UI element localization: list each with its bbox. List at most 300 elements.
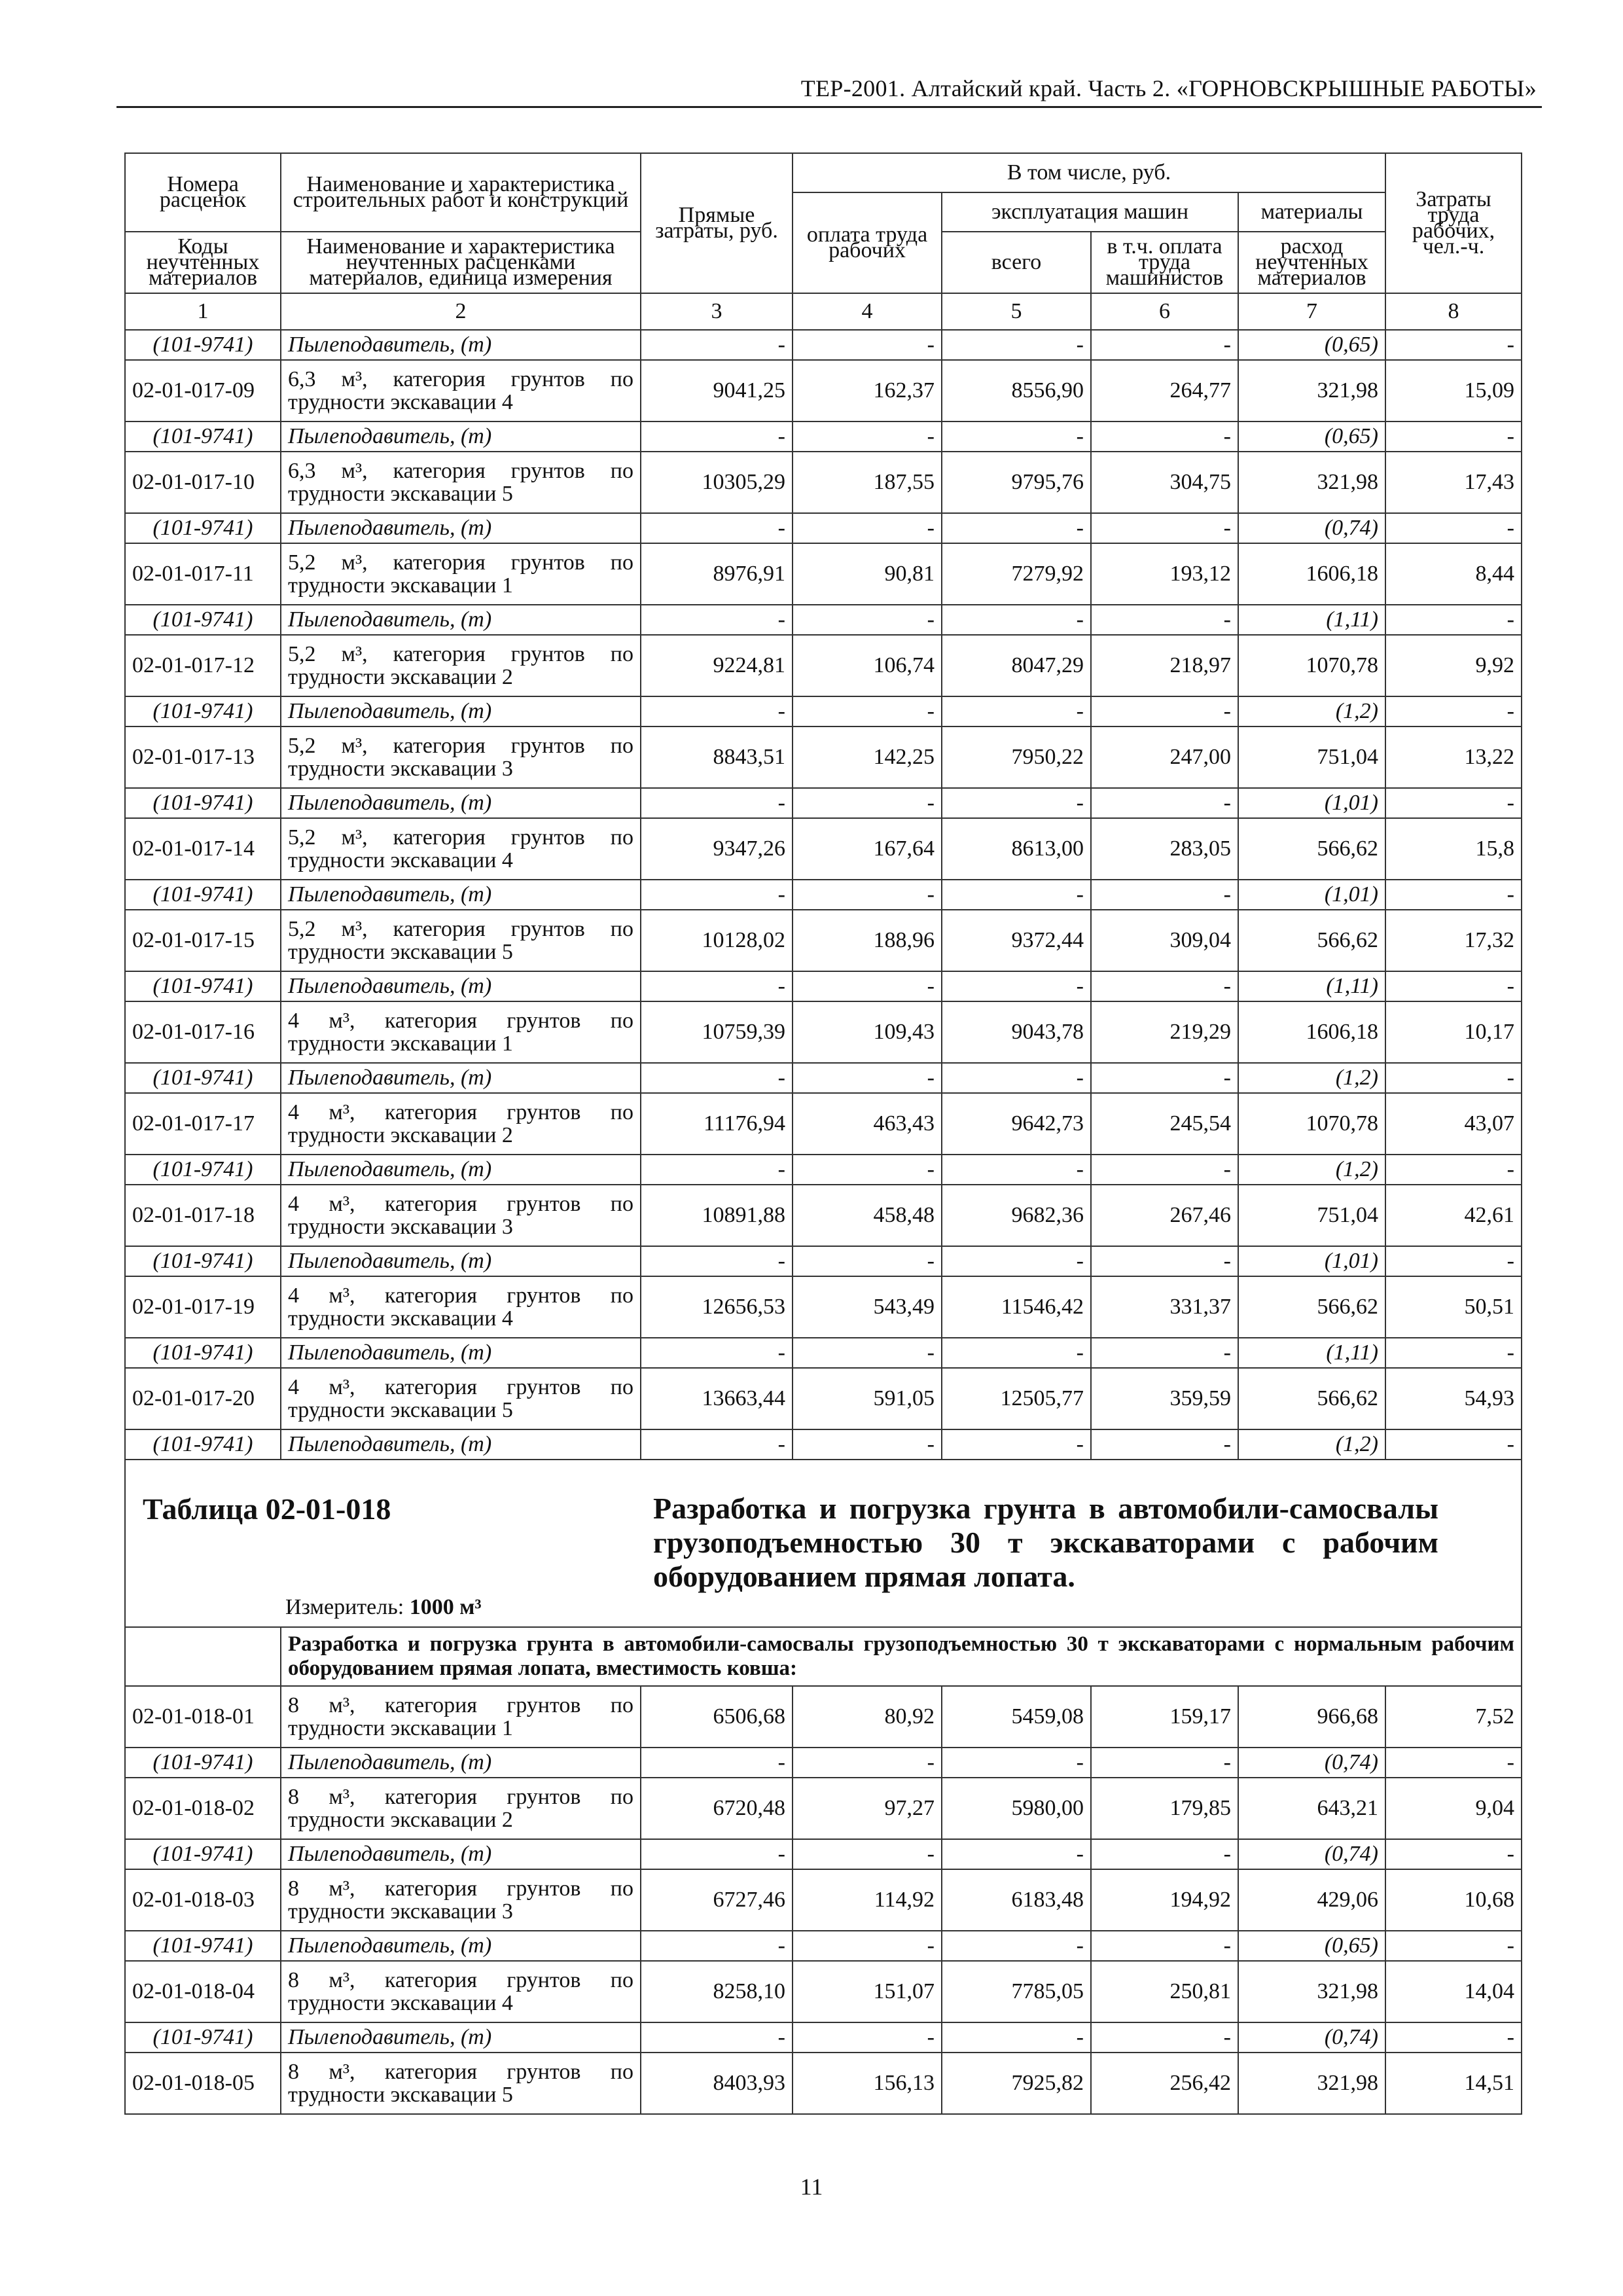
value-d5: 8613,00 [942,818,1091,880]
value-d7: (1,01) [1238,880,1385,910]
material-code: (101-9741) [125,1155,281,1185]
value-d4: - [793,1429,942,1460]
value-d4: 90,81 [793,543,942,605]
value-d5: - [942,880,1091,910]
rate-description: 4 м³, категория грунтов по трудности экскавации 2 [288,1100,633,1147]
rate-description-cell [281,910,641,971]
value-d5: - [942,1063,1091,1093]
rates-table [124,152,1522,2115]
rate-description: 4 м³, категория грунтов по трудности экскавации 3 [288,1192,633,1239]
material-code: (101-9741) [125,605,281,635]
value-d8: - [1385,1429,1522,1460]
value-d5: 12505,77 [942,1368,1091,1429]
rate-row [125,1276,1522,1338]
rate-description-cell [281,818,641,880]
value-d3: - [641,1063,793,1093]
material-row [125,1063,1522,1093]
value-d3: 9224,81 [641,635,793,696]
value-d6: - [1091,788,1238,818]
material-code: (101-9741) [125,1338,281,1368]
rate-description-cell [281,726,641,788]
value-d4: - [793,1155,942,1185]
value-d6: - [1091,605,1238,635]
rate-description: 5,2 м³, категория грунтов по трудности экскавации 4 [288,825,633,872]
value-d4: 187,55 [793,452,942,513]
page-header [116,69,1542,108]
value-d5: - [942,1931,1091,1961]
rate-description: 4 м³, категория грунтов по трудности экскавации 5 [288,1375,633,1422]
rate-row [125,1368,1522,1429]
value-d8: 42,61 [1385,1185,1522,1246]
value-d6: 309,04 [1091,910,1238,971]
value-d3: 10128,02 [641,910,793,971]
value-d6: 218,97 [1091,635,1238,696]
rate-code: 02-01-018-01 [125,1686,281,1748]
col-labor-costs: Затраты труда рабочих, чел.-ч. [1385,153,1522,293]
value-d6: 256,42 [1091,2053,1238,2114]
material-name: Пылеподавитель, (т) [281,1839,641,1869]
material-row [125,1931,1522,1961]
value-d3: - [641,1931,793,1961]
value-d7: 1070,78 [1238,1093,1385,1155]
value-d4: 106,74 [793,635,942,696]
value-d7: (1,2) [1238,1063,1385,1093]
rate-code: 02-01-017-13 [125,726,281,788]
rate-description: 8 м³, категория грунтов по трудности экскавации 4 [288,1968,633,2015]
rate-description-cell [281,360,641,422]
value-d4: - [793,880,942,910]
value-d6: 247,00 [1091,726,1238,788]
value-d4: 591,05 [793,1368,942,1429]
value-d8: - [1385,971,1522,1001]
value-d7: 566,62 [1238,1276,1385,1338]
value-d8: 17,32 [1385,910,1522,971]
value-d8: 14,04 [1385,1961,1522,2022]
value-d7: 643,21 [1238,1778,1385,1839]
material-code: (101-9741) [125,513,281,543]
material-name: Пылеподавитель, (т) [281,1246,641,1276]
rate-description-cell [281,1368,641,1429]
col-material-consumption: расход неучтенных материалов [1238,232,1385,293]
material-code: (101-9741) [125,1429,281,1460]
value-d4: 114,92 [793,1869,942,1931]
material-name: Пылеподавитель, (т) [281,605,641,635]
value-d5: - [942,2022,1091,2053]
material-row [125,330,1522,360]
material-code: (101-9741) [125,880,281,910]
material-code: (101-9741) [125,971,281,1001]
material-row [125,788,1522,818]
value-d3: - [641,513,793,543]
value-d4: 97,27 [793,1778,942,1839]
value-d7: (1,11) [1238,1338,1385,1368]
value-d3: 13663,44 [641,1368,793,1429]
value-d8: - [1385,2022,1522,2053]
rate-row [125,543,1522,605]
value-d7: (1,11) [1238,971,1385,1001]
value-d8: 9,04 [1385,1778,1522,1839]
rate-code: 02-01-018-03 [125,1869,281,1931]
material-row [125,513,1522,543]
value-d5: 9795,76 [942,452,1091,513]
col-number: 1 [125,293,281,330]
value-d3: 8258,10 [641,1961,793,2022]
measure-value: 1000 м³ [409,1595,482,1619]
col-including: В том числе, руб. [793,153,1385,192]
value-d6: 283,05 [1091,818,1238,880]
value-d8: 17,43 [1385,452,1522,513]
value-d8: - [1385,788,1522,818]
value-d6: - [1091,1931,1238,1961]
value-d3: - [641,1839,793,1869]
rate-description: 5,2 м³, категория грунтов по трудности экскавации 2 [288,642,633,689]
measure-unit [285,1595,482,1620]
value-d4: 543,49 [793,1276,942,1338]
value-d3: 9041,25 [641,360,793,422]
rate-description-cell [281,1185,641,1246]
value-d5: - [942,1155,1091,1185]
value-d8: - [1385,1338,1522,1368]
value-d7: (0,74) [1238,1839,1385,1869]
col-materials: материалы [1238,192,1385,232]
col-number: 7 [1238,293,1385,330]
col-labor-pay: оплата труда рабочих [793,192,942,293]
material-name: Пылеподавитель, (т) [281,1338,641,1368]
value-d8: - [1385,1246,1522,1276]
value-d6: 219,29 [1091,1001,1238,1063]
rate-description-cell [281,635,641,696]
material-name: Пылеподавитель, (т) [281,880,641,910]
value-d7: 566,62 [1238,910,1385,971]
value-d4: - [793,1338,942,1368]
material-code: (101-9741) [125,1246,281,1276]
rate-row [125,1185,1522,1246]
material-name: Пылеподавитель, (т) [281,696,641,726]
material-code: (101-9741) [125,1063,281,1093]
value-d7: (1,11) [1238,605,1385,635]
value-d6: 331,37 [1091,1276,1238,1338]
value-d6: - [1091,971,1238,1001]
rate-row [125,1093,1522,1155]
rate-description: 6,3 м³, категория грунтов по трудности экскавации 4 [288,367,633,414]
material-name: Пылеподавитель, (т) [281,788,641,818]
value-d5: 5459,08 [942,1686,1091,1748]
value-d5: - [942,422,1091,452]
value-d7: 1606,18 [1238,543,1385,605]
value-d3: - [641,422,793,452]
material-row [125,1839,1522,1869]
value-d5: 9642,73 [942,1093,1091,1155]
value-d3: 8976,91 [641,543,793,605]
value-d6: 359,59 [1091,1368,1238,1429]
rate-description: 5,2 м³, категория грунтов по трудности экскавации 1 [288,550,633,598]
value-d8: 15,09 [1385,360,1522,422]
value-d8: - [1385,1931,1522,1961]
value-d4: - [793,788,942,818]
rate-row [125,360,1522,422]
value-d5: 8556,90 [942,360,1091,422]
value-d8: 8,44 [1385,543,1522,605]
material-code: (101-9741) [125,788,281,818]
material-code: (101-9741) [125,1748,281,1778]
value-d3: 6727,46 [641,1869,793,1931]
value-d4: - [793,1839,942,1869]
material-name: Пылеподавитель, (т) [281,1429,641,1460]
value-d7: (0,74) [1238,513,1385,543]
value-d5: 11546,42 [942,1276,1091,1338]
value-d6: - [1091,1338,1238,1368]
value-d7: 751,04 [1238,726,1385,788]
page-number: 11 [800,2174,823,2200]
value-d6: - [1091,880,1238,910]
rate-description-cell [281,2053,641,2114]
value-d3: - [641,2022,793,2053]
value-d7: (0,65) [1238,1931,1385,1961]
value-d4: 80,92 [793,1686,942,1748]
value-d3: 10305,29 [641,452,793,513]
rate-description-cell [281,1093,641,1155]
value-d8: - [1385,1748,1522,1778]
value-d6: 264,77 [1091,360,1238,422]
value-d5: 6183,48 [942,1869,1091,1931]
value-d8: 54,93 [1385,1368,1522,1429]
value-d8: - [1385,330,1522,360]
rate-code: 02-01-017-12 [125,635,281,696]
value-d3: - [641,1155,793,1185]
value-d3: - [641,1338,793,1368]
value-d6: - [1091,1155,1238,1185]
value-d8: 15,8 [1385,818,1522,880]
col-material-codes: Коды неучтенных материалов [125,232,281,293]
material-row [125,1429,1522,1460]
material-row [125,2022,1522,2053]
rate-row [125,910,1522,971]
value-d3: 10891,88 [641,1185,793,1246]
rate-description: 5,2 м³, категория грунтов по трудности экскавации 3 [288,734,633,781]
value-d3: 8403,93 [641,2053,793,2114]
rate-code: 02-01-017-14 [125,818,281,880]
value-d7: 1606,18 [1238,1001,1385,1063]
material-code: (101-9741) [125,1931,281,1961]
material-row [125,605,1522,635]
value-d4: - [793,513,942,543]
material-name: Пылеподавитель, (т) [281,971,641,1001]
value-d3: - [641,605,793,635]
value-d3: 12656,53 [641,1276,793,1338]
group-text: Разработка и погрузка грунта в автомобили-самосвалы грузоподъемностью 30 т экскаваторами с нормальным рабочим оборудованием прямая лопата, вместимость ковша: [288,1632,1514,1680]
col-incl-operator-pay: в т.ч. оплата труда машинистов [1091,232,1238,293]
value-d4: - [793,1246,942,1276]
col-number: 2 [281,293,641,330]
rate-code: 02-01-017-18 [125,1185,281,1246]
value-d5: 7925,82 [942,2053,1091,2114]
measure-label: Измеритель: [285,1595,404,1619]
value-d5: - [942,1429,1091,1460]
value-d6: - [1091,1063,1238,1093]
col-rate-numbers: Номера расценок [125,153,281,232]
value-d7: 321,98 [1238,452,1385,513]
value-d8: - [1385,605,1522,635]
col-number: 5 [942,293,1091,330]
value-d3: - [641,1429,793,1460]
value-d4: - [793,330,942,360]
material-row [125,971,1522,1001]
value-d4: 151,07 [793,1961,942,2022]
value-d4: 463,43 [793,1093,942,1155]
material-name: Пылеподавитель, (т) [281,330,641,360]
value-d5: - [942,1246,1091,1276]
value-d6: - [1091,696,1238,726]
col-total: всего [942,232,1091,293]
material-name: Пылеподавитель, (т) [281,1931,641,1961]
value-d7: (0,74) [1238,2022,1385,2053]
value-d4: 162,37 [793,360,942,422]
value-d6: 304,75 [1091,452,1238,513]
value-d5: - [942,696,1091,726]
value-d4: - [793,1063,942,1093]
value-d8: 43,07 [1385,1093,1522,1155]
rate-description-cell [281,1276,641,1338]
table-label: Таблица 02-01-018 [143,1492,391,1526]
value-d7: (1,01) [1238,788,1385,818]
rate-code: 02-01-017-09 [125,360,281,422]
material-row [125,1338,1522,1368]
value-d3: 10759,39 [641,1001,793,1063]
value-d5: 9682,36 [942,1185,1091,1246]
value-d6: - [1091,330,1238,360]
material-row [125,880,1522,910]
value-d6: 193,12 [1091,543,1238,605]
value-d6: 179,85 [1091,1778,1238,1839]
value-d4: - [793,1748,942,1778]
value-d7: 321,98 [1238,360,1385,422]
rate-description-cell [281,543,641,605]
value-d4: 458,48 [793,1185,942,1246]
group-code-cell [125,1627,281,1686]
rate-description-cell [281,1778,641,1839]
rate-row [125,1778,1522,1839]
table-title: Разработка и погрузка грунта в автомобили-самосвалы грузоподъемностью 30 т экскаваторами с рабочим оборудованием прямая лопата. [653,1492,1438,1593]
material-name: Пылеподавитель, (т) [281,1063,641,1093]
value-d3: - [641,330,793,360]
value-d7: 321,98 [1238,2053,1385,2114]
value-d6: - [1091,1748,1238,1778]
rate-description-cell [281,1686,641,1748]
value-d5: 7785,05 [942,1961,1091,2022]
value-d5: - [942,1839,1091,1869]
rate-code: 02-01-017-20 [125,1368,281,1429]
rate-description-cell [281,452,641,513]
value-d8: 50,51 [1385,1276,1522,1338]
col-number: 6 [1091,293,1238,330]
value-d4: - [793,605,942,635]
value-d6: 250,81 [1091,1961,1238,2022]
rate-description: 8 м³, категория грунтов по трудности экскавации 2 [288,1785,633,1832]
value-d3: 8843,51 [641,726,793,788]
value-d7: 566,62 [1238,1368,1385,1429]
header-title: ТЕР-2001. Алтайский край. Часть 2. «ГОРНОВСКРЫШНЫЕ РАБОТЫ» [800,75,1537,101]
value-d4: 109,43 [793,1001,942,1063]
value-d7: (0,65) [1238,422,1385,452]
group-heading [281,1627,1522,1686]
rate-description: 6,3 м³, категория грунтов по трудности экскавации 5 [288,459,633,506]
value-d5: - [942,1748,1091,1778]
rate-row [125,452,1522,513]
value-d3: - [641,696,793,726]
col-direct-costs: Прямые затраты, руб. [641,153,793,293]
value-d6: 194,92 [1091,1869,1238,1931]
rate-description-cell [281,1001,641,1063]
col-number: 3 [641,293,793,330]
value-d8: - [1385,1839,1522,1869]
value-d6: 245,54 [1091,1093,1238,1155]
value-d7: (0,74) [1238,1748,1385,1778]
value-d3: - [641,1748,793,1778]
rate-row [125,2053,1522,2114]
value-d8: 7,52 [1385,1686,1522,1748]
material-row [125,1748,1522,1778]
rate-code: 02-01-017-10 [125,452,281,513]
value-d7: (1,2) [1238,696,1385,726]
material-row [125,422,1522,452]
value-d8: 13,22 [1385,726,1522,788]
rate-row [125,1869,1522,1931]
value-d5: - [942,605,1091,635]
value-d6: 159,17 [1091,1686,1238,1748]
value-d4: 156,13 [793,2053,942,2114]
value-d5: - [942,513,1091,543]
value-d3: 11176,94 [641,1093,793,1155]
rate-code: 02-01-017-19 [125,1276,281,1338]
rate-code: 02-01-018-05 [125,2053,281,2114]
value-d6: - [1091,513,1238,543]
value-d4: - [793,1931,942,1961]
col-number: 8 [1385,293,1522,330]
value-d6: - [1091,1839,1238,1869]
col-name: Наименование и характеристика строительных работ и конструкций [281,153,641,232]
rate-code: 02-01-018-04 [125,1961,281,2022]
value-d5: - [942,971,1091,1001]
col-machine-operation: эксплуатация машин [942,192,1238,232]
value-d5: 9372,44 [942,910,1091,971]
value-d6: - [1091,422,1238,452]
material-row [125,1246,1522,1276]
value-d7: 321,98 [1238,1961,1385,2022]
value-d5: - [942,788,1091,818]
rate-description: 8 м³, категория грунтов по трудности экскавации 5 [288,2060,633,2107]
value-d3: - [641,880,793,910]
value-d4: 142,25 [793,726,942,788]
value-d8: 10,17 [1385,1001,1522,1063]
rate-description: 4 м³, категория грунтов по трудности экскавации 4 [288,1283,633,1331]
rate-description-cell [281,1961,641,2022]
material-name: Пылеподавитель, (т) [281,1155,641,1185]
value-d6: - [1091,1246,1238,1276]
value-d5: - [942,330,1091,360]
value-d4: - [793,971,942,1001]
value-d5: 5980,00 [942,1778,1091,1839]
material-name: Пылеподавитель, (т) [281,513,641,543]
rate-description: 8 м³, категория грунтов по трудности экскавации 1 [288,1693,633,1740]
value-d8: - [1385,513,1522,543]
material-code: (101-9741) [125,696,281,726]
table-018-header [125,1460,1522,1627]
value-d5: 7279,92 [942,543,1091,605]
rate-row [125,1961,1522,2022]
rate-description: 4 м³, категория грунтов по трудности экскавации 1 [288,1009,633,1056]
value-d3: - [641,788,793,818]
value-d5: - [942,1338,1091,1368]
